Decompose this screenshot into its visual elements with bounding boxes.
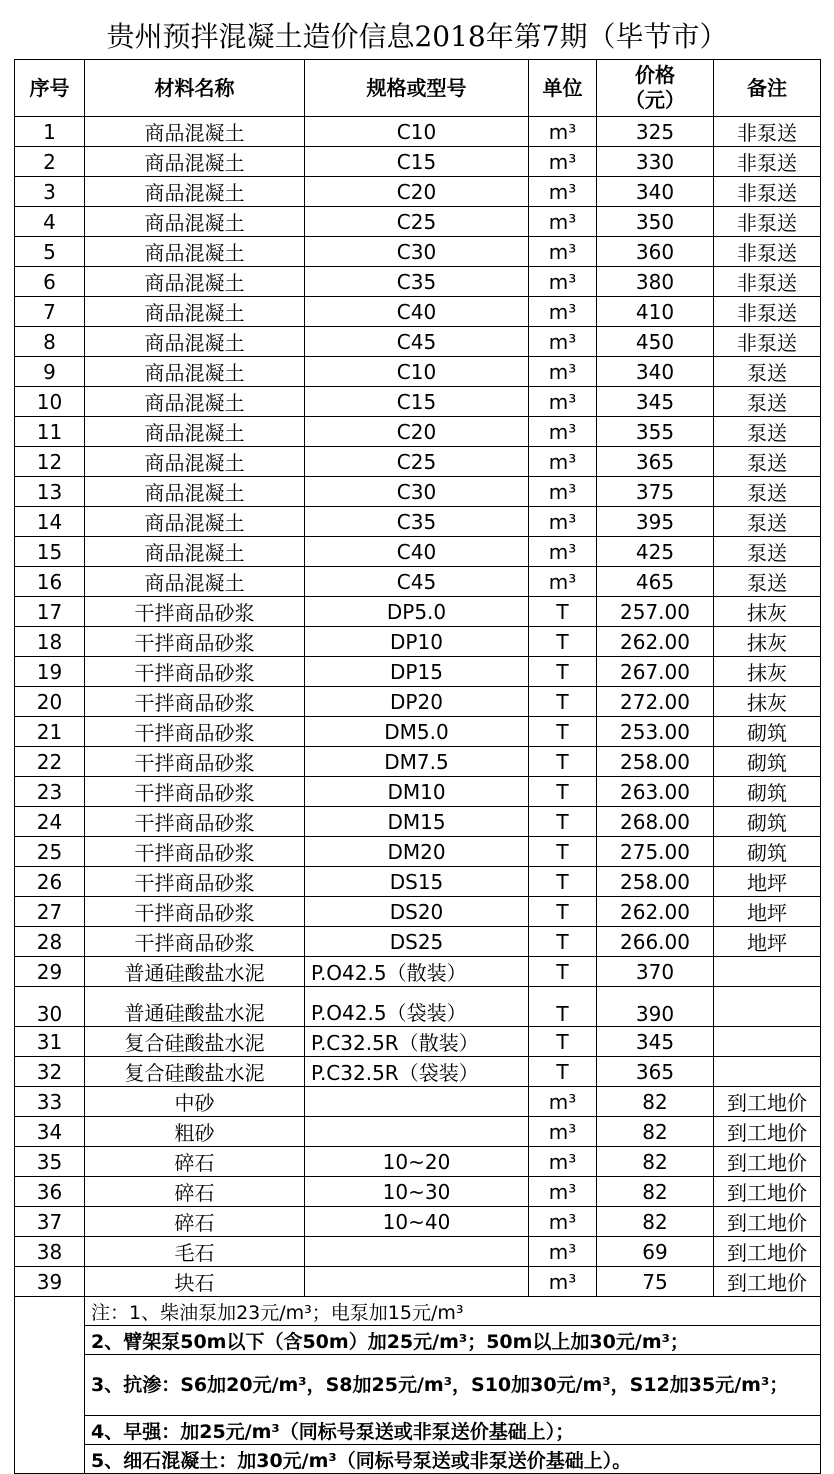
cell-remark: 抹灰 <box>714 627 821 657</box>
note-row <box>15 1445 821 1474</box>
cell-price: 257.00 <box>597 597 714 627</box>
cell-spec: C45 <box>305 567 529 597</box>
cell-spec: DP10 <box>305 627 529 657</box>
table-row <box>15 507 821 537</box>
cell-spec: DP15 <box>305 657 529 687</box>
cell-unit: T <box>529 747 597 777</box>
cell-price: 375 <box>597 477 714 507</box>
cell-seq: 23 <box>15 777 85 807</box>
cell-price: 340 <box>597 357 714 387</box>
cell-material-name: 商品混凝土 <box>85 387 305 417</box>
cell-material-name: 商品混凝土 <box>85 117 305 147</box>
cell-price: 82 <box>597 1177 714 1207</box>
cell-material-name: 干拌商品砂浆 <box>85 807 305 837</box>
cell-price: 69 <box>597 1237 714 1267</box>
cell-seq: 22 <box>15 747 85 777</box>
table-row <box>15 627 821 657</box>
cell-seq: 9 <box>15 357 85 387</box>
cell-spec: C25 <box>305 447 529 477</box>
cell-unit: T <box>529 1057 597 1087</box>
table-row <box>15 297 821 327</box>
cell-material-name: 复合硅酸盐水泥 <box>85 1027 305 1057</box>
table-row <box>15 357 821 387</box>
cell-spec: C15 <box>305 147 529 177</box>
cell-remark: 到工地价 <box>714 1117 821 1147</box>
table-row <box>15 1117 821 1147</box>
cell-spec: C40 <box>305 537 529 567</box>
cell-seq: 34 <box>15 1117 85 1147</box>
cell-unit: T <box>529 597 597 627</box>
cell-material-name: 干拌商品砂浆 <box>85 927 305 957</box>
cell-material-name: 干拌商品砂浆 <box>85 747 305 777</box>
cell-material-name: 干拌商品砂浆 <box>85 867 305 897</box>
cell-spec: C25 <box>305 207 529 237</box>
cell-spec: C30 <box>305 477 529 507</box>
table-row <box>15 1147 821 1177</box>
cell-material-name: 商品混凝土 <box>85 507 305 537</box>
cell-material-name: 商品混凝土 <box>85 297 305 327</box>
cell-remark: 泵送 <box>714 417 821 447</box>
cell-unit: m³ <box>529 147 597 177</box>
cell-seq: 39 <box>15 1267 85 1297</box>
cell-material-name: 干拌商品砂浆 <box>85 717 305 747</box>
note-margin-cell <box>15 1297 85 1474</box>
cell-price: 330 <box>597 147 714 177</box>
cell-remark: 抹灰 <box>714 597 821 627</box>
note-text: 4、早强：加25元/m³（同标号泵送或非泵送价基础上）； <box>85 1416 821 1445</box>
cell-price: 340 <box>597 177 714 207</box>
note-row <box>15 1355 821 1416</box>
cell-seq: 15 <box>15 537 85 567</box>
cell-remark: 非泵送 <box>714 327 821 357</box>
cell-seq: 2 <box>15 147 85 177</box>
cell-remark: 非泵送 <box>714 117 821 147</box>
cell-seq: 16 <box>15 567 85 597</box>
cell-unit: m³ <box>529 1237 597 1267</box>
cell-price: 82 <box>597 1117 714 1147</box>
table-row <box>15 387 821 417</box>
cell-material-name: 商品混凝土 <box>85 147 305 177</box>
cell-spec: C35 <box>305 267 529 297</box>
cell-unit: m³ <box>529 1207 597 1237</box>
table-row <box>15 177 821 207</box>
cell-unit: m³ <box>529 1177 597 1207</box>
note-text: 2、臂架泵50m以下（含50m）加25元/m³；50m以上加30元/m³； <box>85 1326 821 1355</box>
cell-unit: m³ <box>529 537 597 567</box>
cell-seq: 26 <box>15 867 85 897</box>
cell-seq: 35 <box>15 1147 85 1177</box>
table-row <box>15 1207 821 1237</box>
cell-material-name: 商品混凝土 <box>85 567 305 597</box>
cell-price: 275.00 <box>597 837 714 867</box>
cell-unit: T <box>529 1027 597 1057</box>
table-row <box>15 1027 821 1057</box>
cell-seq: 27 <box>15 897 85 927</box>
cell-price: 82 <box>597 1087 714 1117</box>
note-row <box>15 1297 821 1326</box>
cell-seq: 18 <box>15 627 85 657</box>
cell-seq: 17 <box>15 597 85 627</box>
notes-body <box>15 1297 821 1474</box>
cell-remark: 到工地价 <box>714 1147 821 1177</box>
table-row <box>15 1057 821 1087</box>
sheet-title: 贵州预拌混凝土造价信息2018年第7期（毕节市） <box>106 20 728 53</box>
cell-spec <box>305 1267 529 1297</box>
cell-unit: m³ <box>529 477 597 507</box>
table-row <box>15 477 821 507</box>
cell-remark: 到工地价 <box>714 1177 821 1207</box>
cell-price: 75 <box>597 1267 714 1297</box>
table-row <box>15 327 821 357</box>
table-row <box>15 807 821 837</box>
cell-price: 450 <box>597 327 714 357</box>
cell-seq: 32 <box>15 1057 85 1087</box>
cell-seq: 11 <box>15 417 85 447</box>
cell-seq: 25 <box>15 837 85 867</box>
table-row <box>15 267 821 297</box>
cell-material-name: 商品混凝土 <box>85 327 305 357</box>
cell-seq: 14 <box>15 507 85 537</box>
cell-unit: T <box>529 627 597 657</box>
cell-material-name: 碎石 <box>85 1177 305 1207</box>
cell-price: 390 <box>597 987 714 1027</box>
cell-unit: T <box>529 927 597 957</box>
cell-seq: 12 <box>15 447 85 477</box>
cell-remark <box>714 1027 821 1057</box>
cell-spec: 10~40 <box>305 1207 529 1237</box>
table-row <box>15 567 821 597</box>
note-text: 3、抗渗：S6加20元/m³，S8加25元/m³，S10加30元/m³，S12加35元/m³； <box>85 1355 821 1416</box>
cell-remark: 地坪 <box>714 897 821 927</box>
cell-material-name: 中砂 <box>85 1087 305 1117</box>
cell-spec: DM15 <box>305 807 529 837</box>
cell-material-name: 商品混凝土 <box>85 267 305 297</box>
cell-price: 267.00 <box>597 657 714 687</box>
cell-price: 350 <box>597 207 714 237</box>
cell-spec: DM7.5 <box>305 747 529 777</box>
cell-spec: P.O42.5（散装） <box>305 957 529 987</box>
cell-unit: m³ <box>529 387 597 417</box>
cell-unit: T <box>529 687 597 717</box>
table-row <box>15 717 821 747</box>
cell-material-name: 复合硅酸盐水泥 <box>85 1057 305 1087</box>
cell-spec: DP5.0 <box>305 597 529 627</box>
cell-remark: 非泵送 <box>714 207 821 237</box>
cell-seq: 29 <box>15 957 85 987</box>
cell-material-name: 普通硅酸盐水泥 <box>85 987 305 1027</box>
cell-unit: m³ <box>529 237 597 267</box>
header-seq: 序号 <box>15 60 85 117</box>
cell-price: 365 <box>597 1057 714 1087</box>
cell-spec: P.C32.5R（散装） <box>305 1027 529 1057</box>
cell-price: 345 <box>597 387 714 417</box>
table-row <box>15 957 821 987</box>
cell-spec: DS15 <box>305 867 529 897</box>
cell-spec: 10~20 <box>305 1147 529 1177</box>
cell-material-name: 商品混凝土 <box>85 237 305 267</box>
cell-unit: T <box>529 717 597 747</box>
table-row <box>15 147 821 177</box>
cell-price: 325 <box>597 117 714 147</box>
table-row <box>15 687 821 717</box>
cell-seq: 4 <box>15 207 85 237</box>
cell-price: 82 <box>597 1147 714 1177</box>
table-row <box>15 1177 821 1207</box>
table-row <box>15 597 821 627</box>
cell-remark: 到工地价 <box>714 1207 821 1237</box>
table-row <box>15 537 821 567</box>
table-row <box>15 837 821 867</box>
cell-unit: T <box>529 657 597 687</box>
cell-seq: 8 <box>15 327 85 357</box>
cell-unit: m³ <box>529 177 597 207</box>
cell-material-name: 干拌商品砂浆 <box>85 897 305 927</box>
cell-material-name: 块石 <box>85 1267 305 1297</box>
table-row <box>15 117 821 147</box>
cell-remark: 非泵送 <box>714 177 821 207</box>
cell-remark: 砌筑 <box>714 837 821 867</box>
cell-price: 258.00 <box>597 867 714 897</box>
cell-remark: 泵送 <box>714 387 821 417</box>
cell-price: 355 <box>597 417 714 447</box>
cell-spec: C10 <box>305 117 529 147</box>
cell-remark: 非泵送 <box>714 237 821 267</box>
cell-seq: 20 <box>15 687 85 717</box>
cell-remark <box>714 957 821 987</box>
table-row <box>15 657 821 687</box>
cell-remark: 砌筑 <box>714 747 821 777</box>
cell-price: 410 <box>597 297 714 327</box>
cell-price: 268.00 <box>597 807 714 837</box>
cell-remark: 泵送 <box>714 567 821 597</box>
cell-seq: 36 <box>15 1177 85 1207</box>
cell-material-name: 商品混凝土 <box>85 207 305 237</box>
cell-remark: 泵送 <box>714 507 821 537</box>
cell-spec: C30 <box>305 237 529 267</box>
cell-material-name: 干拌商品砂浆 <box>85 627 305 657</box>
cell-spec <box>305 1087 529 1117</box>
cell-spec: DS20 <box>305 897 529 927</box>
cell-spec: C20 <box>305 417 529 447</box>
cell-seq: 33 <box>15 1087 85 1117</box>
cell-material-name: 干拌商品砂浆 <box>85 777 305 807</box>
table-row <box>15 897 821 927</box>
cell-spec <box>305 1237 529 1267</box>
cell-material-name: 商品混凝土 <box>85 357 305 387</box>
cell-spec: C15 <box>305 387 529 417</box>
table-row <box>15 237 821 267</box>
cell-price: 465 <box>597 567 714 597</box>
cell-remark <box>714 987 821 1027</box>
cell-price: 258.00 <box>597 747 714 777</box>
cell-material-name: 干拌商品砂浆 <box>85 837 305 867</box>
cell-unit: T <box>529 897 597 927</box>
cell-unit: m³ <box>529 297 597 327</box>
cell-seq: 5 <box>15 237 85 267</box>
table-body <box>15 117 821 1297</box>
cell-material-name: 商品混凝土 <box>85 477 305 507</box>
cell-unit: m³ <box>529 447 597 477</box>
cell-remark: 非泵送 <box>714 147 821 177</box>
cell-price: 395 <box>597 507 714 537</box>
cell-remark: 到工地价 <box>714 1267 821 1297</box>
cell-price: 425 <box>597 537 714 567</box>
cell-material-name: 碎石 <box>85 1147 305 1177</box>
cell-material-name: 毛石 <box>85 1237 305 1267</box>
table-row <box>15 1087 821 1117</box>
cell-unit: m³ <box>529 567 597 597</box>
cell-remark: 泵送 <box>714 537 821 567</box>
cell-seq: 7 <box>15 297 85 327</box>
cell-price: 263.00 <box>597 777 714 807</box>
table-row <box>15 927 821 957</box>
cell-unit: m³ <box>529 1087 597 1117</box>
cell-material-name: 商品混凝土 <box>85 447 305 477</box>
cell-unit: m³ <box>529 327 597 357</box>
cell-remark: 泵送 <box>714 477 821 507</box>
cell-price: 370 <box>597 957 714 987</box>
cell-seq: 3 <box>15 177 85 207</box>
cell-remark: 抹灰 <box>714 687 821 717</box>
cell-unit: m³ <box>529 1267 597 1297</box>
cell-seq: 24 <box>15 807 85 837</box>
cell-price: 262.00 <box>597 627 714 657</box>
cell-unit: m³ <box>529 117 597 147</box>
cell-price: 380 <box>597 267 714 297</box>
cell-spec: DM5.0 <box>305 717 529 747</box>
cell-spec: DS25 <box>305 927 529 957</box>
cell-price: 345 <box>597 1027 714 1057</box>
cell-spec: C45 <box>305 327 529 357</box>
table-row <box>15 447 821 477</box>
cell-material-name: 商品混凝土 <box>85 537 305 567</box>
cell-spec: C35 <box>305 507 529 537</box>
cell-seq: 31 <box>15 1027 85 1057</box>
cell-price: 82 <box>597 1207 714 1237</box>
table-header-row <box>15 60 821 117</box>
cell-spec: C10 <box>305 357 529 387</box>
cell-seq: 21 <box>15 717 85 747</box>
cell-unit: T <box>529 837 597 867</box>
cell-remark: 非泵送 <box>714 297 821 327</box>
cell-remark: 砌筑 <box>714 717 821 747</box>
cell-spec: P.C32.5R（袋装） <box>305 1057 529 1087</box>
cell-unit: m³ <box>529 507 597 537</box>
cell-material-name: 商品混凝土 <box>85 177 305 207</box>
header-price-line2: （元） <box>625 88 685 112</box>
cell-remark: 地坪 <box>714 927 821 957</box>
cell-seq: 13 <box>15 477 85 507</box>
note-text: 5、细石混凝土：加30元/m³（同标号泵送或非泵送价基础上）。 <box>85 1445 821 1474</box>
cell-remark: 到工地价 <box>714 1087 821 1117</box>
table-row <box>15 987 821 1027</box>
cell-unit: m³ <box>529 417 597 447</box>
cell-spec: DP20 <box>305 687 529 717</box>
cell-spec: DM10 <box>305 777 529 807</box>
cell-remark: 到工地价 <box>714 1237 821 1267</box>
cell-seq: 37 <box>15 1207 85 1237</box>
table-row <box>15 207 821 237</box>
cell-unit: m³ <box>529 207 597 237</box>
header-price-line1: 价格 <box>635 63 675 87</box>
table-row <box>15 777 821 807</box>
cell-seq: 28 <box>15 927 85 957</box>
cell-seq: 38 <box>15 1237 85 1267</box>
cell-material-name: 碎石 <box>85 1207 305 1237</box>
note-row <box>15 1416 821 1445</box>
cell-unit: m³ <box>529 357 597 387</box>
header-name: 材料名称 <box>85 60 305 117</box>
cell-price: 272.00 <box>597 687 714 717</box>
cell-unit: m³ <box>529 267 597 297</box>
cell-remark: 抹灰 <box>714 657 821 687</box>
cell-spec: P.O42.5（袋装） <box>305 987 529 1027</box>
cell-unit: T <box>529 867 597 897</box>
cell-seq: 30 <box>15 987 85 1027</box>
table-row <box>15 747 821 777</box>
header-remark: 备注 <box>714 60 821 117</box>
cell-unit: T <box>529 957 597 987</box>
cell-remark: 砌筑 <box>714 807 821 837</box>
cell-remark: 地坪 <box>714 867 821 897</box>
header-price <box>597 60 714 117</box>
cell-unit: T <box>529 777 597 807</box>
cell-material-name: 粗砂 <box>85 1117 305 1147</box>
table-row <box>15 1237 821 1267</box>
cell-spec: DM20 <box>305 837 529 867</box>
cell-remark: 砌筑 <box>714 777 821 807</box>
table-row <box>15 417 821 447</box>
cell-unit: m³ <box>529 1117 597 1147</box>
header-spec: 规格或型号 <box>305 60 529 117</box>
cell-seq: 10 <box>15 387 85 417</box>
cell-price: 262.00 <box>597 897 714 927</box>
cell-remark <box>714 1057 821 1087</box>
cell-seq: 1 <box>15 117 85 147</box>
cell-remark: 泵送 <box>714 447 821 477</box>
cell-seq: 6 <box>15 267 85 297</box>
cell-spec: C20 <box>305 177 529 207</box>
cell-material-name: 普通硅酸盐水泥 <box>85 957 305 987</box>
cell-spec: C40 <box>305 297 529 327</box>
note-text: 注：1、柴油泵加23元/m³；电泵加15元/m³ <box>85 1297 821 1326</box>
cell-price: 360 <box>597 237 714 267</box>
table-row <box>15 867 821 897</box>
cell-price: 253.00 <box>597 717 714 747</box>
cell-unit: m³ <box>529 1147 597 1177</box>
cell-price: 365 <box>597 447 714 477</box>
cell-unit: T <box>529 807 597 837</box>
cell-material-name: 干拌商品砂浆 <box>85 657 305 687</box>
table-row <box>15 1267 821 1297</box>
cell-material-name: 干拌商品砂浆 <box>85 687 305 717</box>
cell-remark: 非泵送 <box>714 267 821 297</box>
cell-spec <box>305 1117 529 1147</box>
price-table <box>14 59 821 1474</box>
cell-remark: 泵送 <box>714 357 821 387</box>
cell-unit: T <box>529 987 597 1027</box>
cell-seq: 19 <box>15 657 85 687</box>
header-unit: 单位 <box>529 60 597 117</box>
cell-material-name: 干拌商品砂浆 <box>85 597 305 627</box>
cell-material-name: 商品混凝土 <box>85 417 305 447</box>
cell-price: 266.00 <box>597 927 714 957</box>
note-row <box>15 1326 821 1355</box>
cell-spec: 10~30 <box>305 1177 529 1207</box>
